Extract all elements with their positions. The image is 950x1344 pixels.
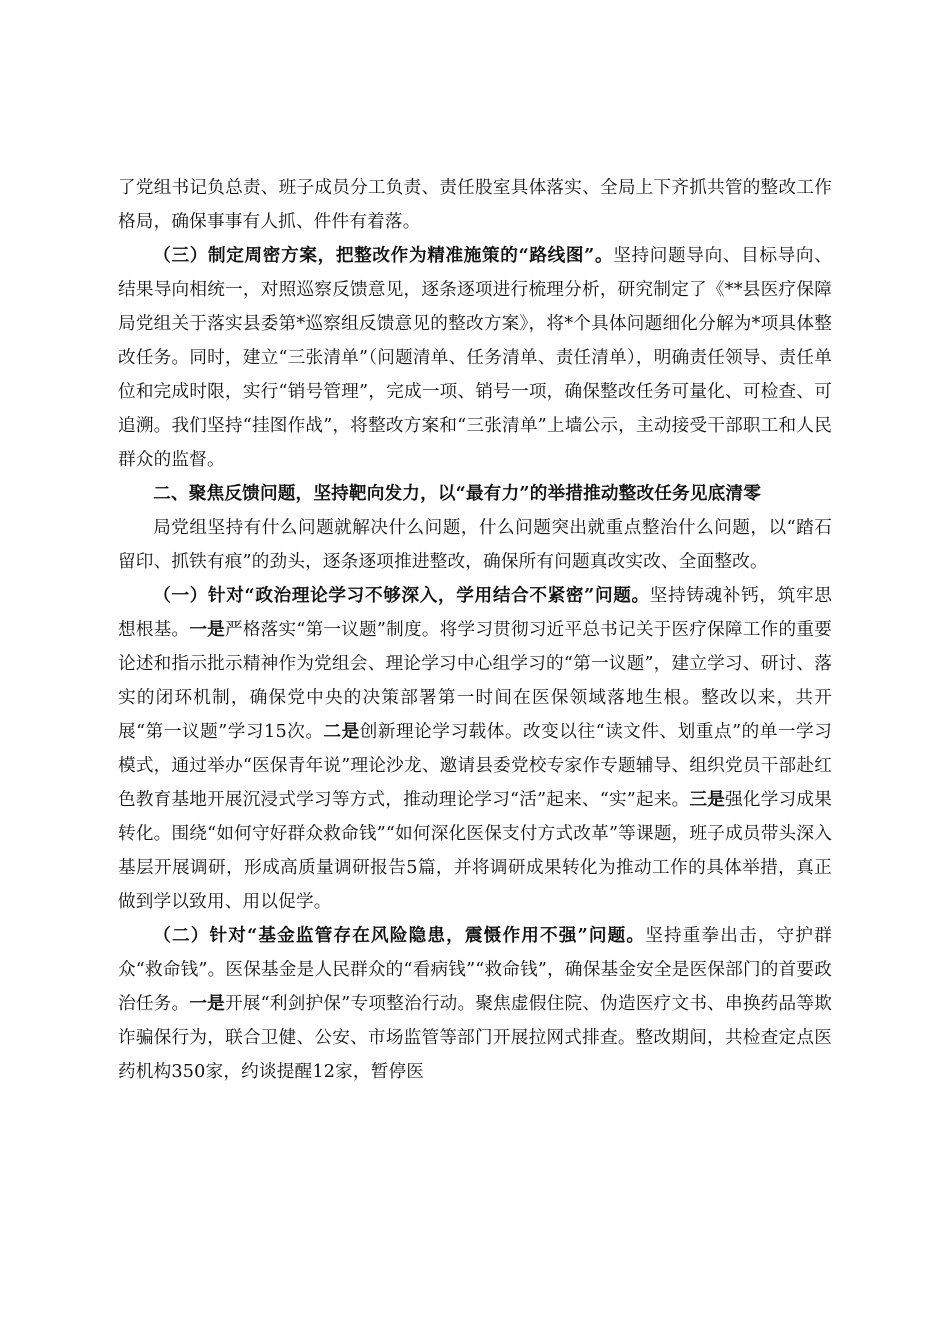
paragraph-problem-two	[118, 919, 832, 1089]
chapter-heading-text: 二、聚焦反馈问题，坚持靶向发力，以“最有力”的举措推动整改任务见底清零	[153, 483, 762, 504]
document-page	[118, 171, 832, 1089]
paragraph-continuation	[118, 171, 832, 239]
section-heading: （三）制定周密方案，把整改作为精准施策的“路线图”。	[153, 245, 614, 266]
item-marker: 三是	[689, 789, 726, 810]
item-marker: 一是	[189, 619, 226, 640]
paragraph-text: 创新理论学习载体。改变以往“读文件、划重点”的单一学习模式，通过举办“医保青年说”理论沙龙、邀请县委党校专家作专题辅导、组织党员干部赴红色教育基地开展沉浸式学习等方式，推动理论学习“活”起来、“实”起来。	[118, 722, 832, 810]
item-marker: 二是	[323, 721, 360, 742]
paragraph-text: 严格落实“第一议题”制度。将学习贯彻习近平总书记关于医疗保障工作的重要论述和指示批示精神作为党组会、理论学习中心组学习的“第一议题”，建立学习、研讨、落实的闭环机制，确保党中央的决策部署第一时间在医保领域落地生根。整改以来，共开展“第一议题”学习15次。	[118, 620, 832, 742]
paragraph-text: 局党组坚持有什么问题就解决什么问题，什么问题突出就重点整治什么问题，以“踏石留印、抓铁有痕”的劲头，逐条逐项推进整改，确保所有问题真改实改、全面整改。	[118, 518, 832, 572]
paragraph-intro	[118, 511, 832, 579]
chapter-heading	[118, 477, 832, 511]
paragraph-text: 坚持重拳出击，守护群众“救命钱”。医保基金是人民群众的“看病钱”“救命钱”，确保基金安全是医保部门的首要政治任务。	[118, 926, 832, 1014]
paragraph-text: 了党组书记负总责、班子成员分工负责、责任股室具体落实、全局上下齐抓共管的整改工作格局，确保事事有人抓、件件有着落。	[118, 178, 832, 232]
paragraph-text: 强化学习成果转化。围绕“如何守好群众救命钱”“如何深化医保支付方式改革”等课题，班子成员带头深入基层开展调研，形成高质量调研报告5篇，并将调研成果转化为推动工作的具体举措，真正做到学以致用、用以促学。	[118, 790, 833, 912]
paragraph-section-three	[118, 239, 832, 477]
paragraph-text: 坚持问题导向、目标导向、结果导向相统一，对照巡察反馈意见，逐条逐项进行梳理分析，研究制定了《**县医疗保障局党组关于落实县委第*巡察组反馈意见的整改方案》，将*个具体问题细化分解为*项具体整改任务。同时，建立“三张清单”（问题清单、任务清单、责任清单），明确责任领导、责任单位和完成时限，实行“销号管理”，完成一项、销号一项，确保整改任务可量化、可检查、可追溯。我们坚持“挂图作战”，将整改方案和“三张清单”上墙公示，主动接受干部职工和人民群众的监督。	[118, 246, 832, 470]
section-heading: （一）针对“政治理论学习不够深入，学用结合不紧密”问题。	[153, 585, 650, 606]
item-marker: 一是	[189, 993, 226, 1014]
paragraph-problem-one	[118, 579, 832, 919]
paragraph-text: 坚持铸魂补钙，筑牢思想根基。	[118, 586, 832, 640]
paragraph-text: 开展“利剑护保”专项整治行动。聚焦虚假住院、伪造医疗文书、串换药品等欺诈骗保行为，联合卫健、公安、市场监管等部门开展拉网式排查。整改期间，共检查定点医药机构350家，约谈提醒12家，暂停医	[118, 994, 832, 1082]
section-heading: （二）针对“基金监管存在风险隐患，震慑作用不强”问题。	[153, 925, 646, 946]
